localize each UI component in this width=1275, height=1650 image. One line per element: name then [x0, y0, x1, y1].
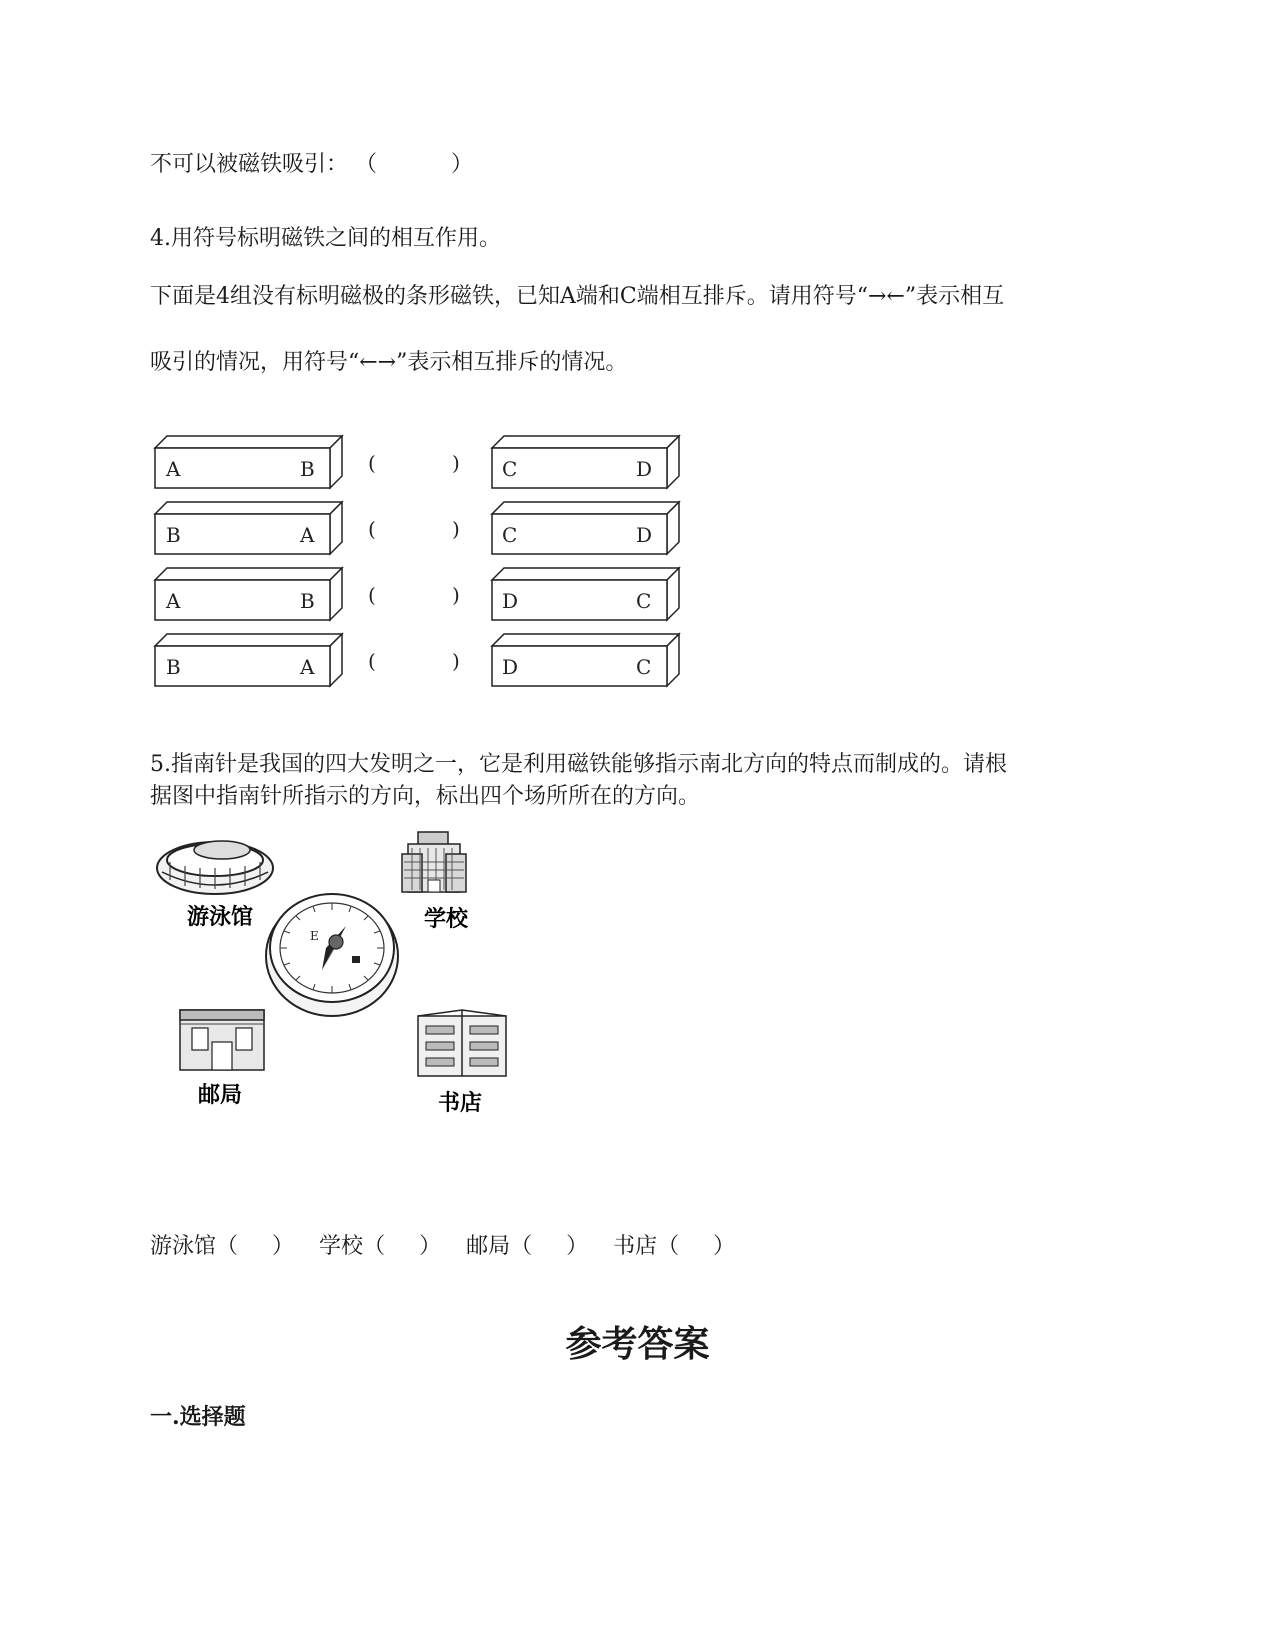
compass-map-figure [150, 830, 570, 1170]
magnet-pole-label: B [166, 523, 181, 547]
q3-tail-line [150, 150, 473, 180]
magnet-row [155, 436, 679, 488]
magnet-pole-label: D [636, 457, 653, 481]
magnet-pole-label: D [502, 655, 519, 679]
magnet-pole-label: D [636, 523, 653, 547]
answer-blank[interactable] [382, 646, 448, 676]
magnet-pole-label: C [636, 589, 652, 613]
q3-tail-paren-open: （ [355, 152, 378, 177]
compass-icon [266, 894, 398, 1016]
compass-mark: E [310, 929, 319, 943]
bookstore-icon [418, 1010, 506, 1076]
q3-tail-label: 不可以被磁铁吸引： [150, 152, 349, 177]
magnet-pole-label: C [502, 523, 518, 547]
q5-line1: 5.指南针是我国的四大发明之一，它是利用磁铁能够指示南北方向的特点而制成的。请根 [150, 752, 1007, 777]
q4-title: 4.用符号标明磁铁之间的相互作用。 [150, 226, 501, 251]
magnet-pole-label: C [636, 655, 652, 679]
post-office-icon [180, 1010, 264, 1070]
answer-paren-open: ( [368, 649, 376, 673]
magnet-row [155, 634, 679, 686]
fill-item-post: 邮局（ ） [466, 1234, 589, 1259]
q4-desc-line1: 下面是4组没有标明磁极的条形磁铁，已知A端和C端相互排斥。请用符号“→←”表示相互 [150, 284, 1005, 309]
magnet-pole-label: B [300, 457, 315, 481]
magnet-row [155, 568, 679, 620]
place-label-pool: 游泳馆 [186, 905, 254, 930]
q4-desc-line2: 吸引的情况，用符号“←→”表示相互排斥的情况。 [150, 350, 628, 375]
answer-paren-close: ) [452, 451, 460, 475]
answer-paren-close: ) [452, 517, 460, 541]
place-label-school: 学校 [423, 907, 469, 932]
answers-section-1: 一.选择题 [150, 1404, 246, 1430]
magnet-pole-label: C [502, 457, 518, 481]
answer-paren-open: ( [368, 583, 376, 607]
place-label-bookstore: 书店 [437, 1091, 483, 1116]
answer-paren-open: ( [368, 517, 376, 541]
magnet-pole-label: A [166, 589, 181, 613]
fill-item-school: 学校（ ） [319, 1234, 442, 1259]
magnet-pole-label: A [300, 655, 315, 679]
answer-blank[interactable] [382, 448, 448, 478]
q3-tail-paren-close: ） [451, 152, 474, 177]
answers-title: 参考答案 [565, 1323, 710, 1365]
magnet-pole-label: A [166, 457, 181, 481]
school-icon [402, 832, 466, 892]
swimming-pool-icon [157, 841, 273, 894]
answer-paren-open: ( [368, 451, 376, 475]
fill-item-pool: 游泳馆（ ） [150, 1234, 295, 1259]
magnet-row [155, 502, 679, 554]
q5-fill-line [150, 1232, 753, 1262]
magnet-rows-figure [0, 430, 720, 700]
answer-blank[interactable] [382, 514, 448, 544]
magnet-pole-label: A [300, 523, 315, 547]
answer-blank[interactable] [382, 580, 448, 610]
fill-item-bookstore: 书店（ ） [613, 1234, 736, 1259]
answer-paren-close: ) [452, 649, 460, 673]
q5-line2: 据图中指南针所指示的方向，标出四个场所所在的方向。 [150, 784, 701, 809]
magnet-pole-label: D [502, 589, 519, 613]
magnet-pole-label: B [300, 589, 315, 613]
place-label-post: 邮局 [197, 1083, 243, 1108]
answer-paren-close: ) [452, 583, 460, 607]
magnet-pole-label: B [166, 655, 181, 679]
